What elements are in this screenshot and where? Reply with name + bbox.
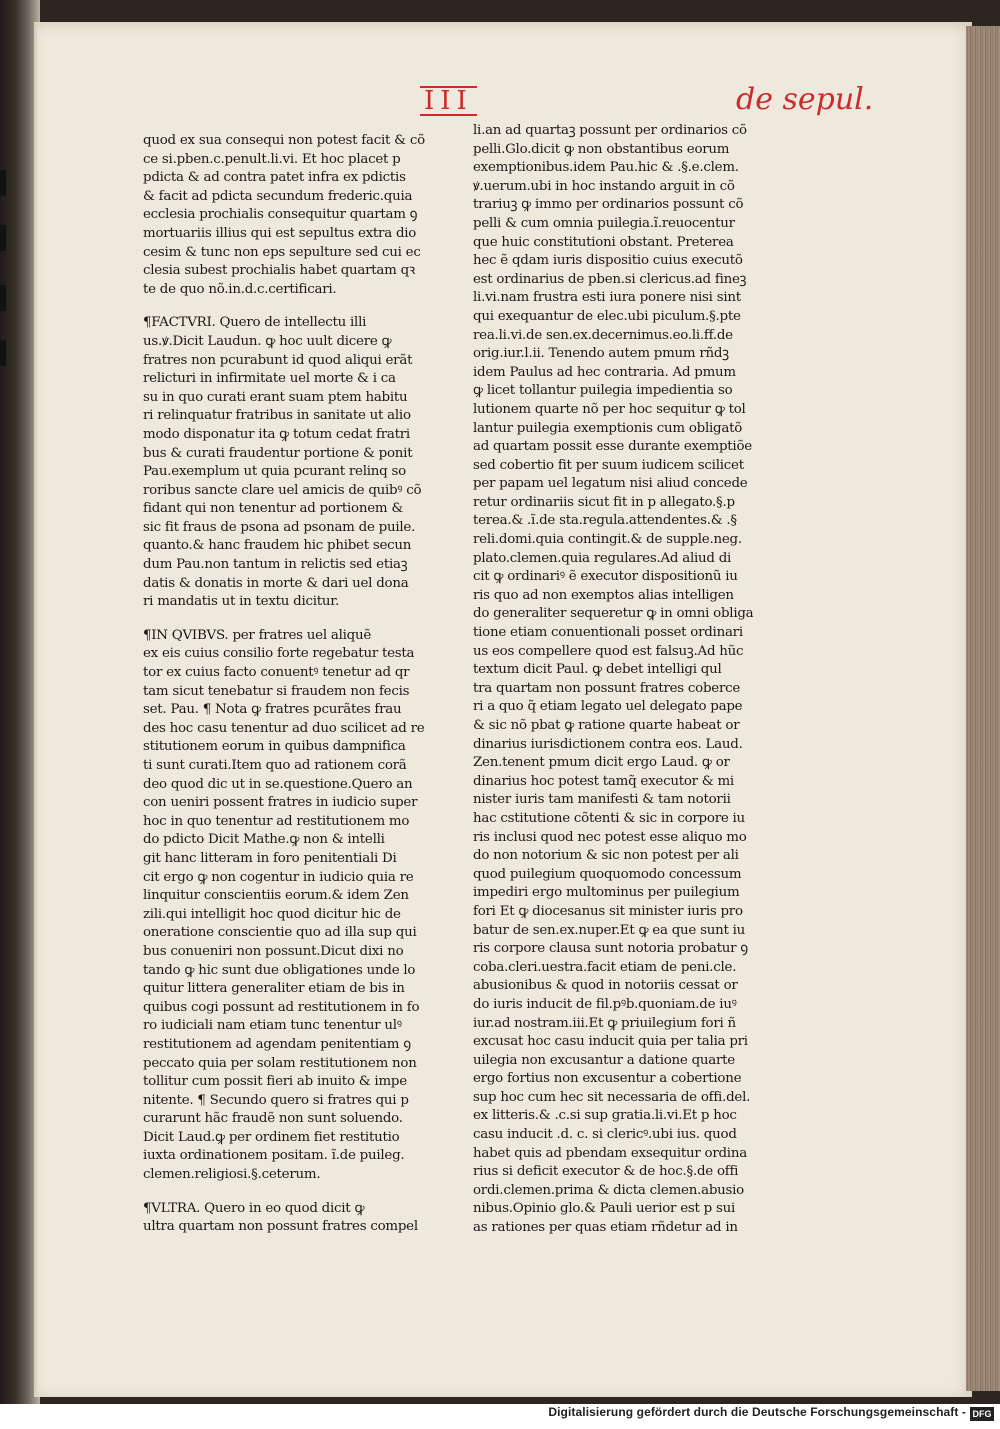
text-line: ultra quartam non possunt fratres compel [143, 1219, 418, 1235]
text-line: ro iudiciali nam etiam tunc tenentur ulꝰ [143, 1018, 402, 1034]
paragraph [143, 314, 425, 612]
text-line: ordi.clemen.prima & dicta clemen.abusio [473, 1182, 744, 1198]
text-line: hac cstitutione cõtenti & sic in corpore iu [473, 810, 745, 826]
text-line: hoc in quo tenentur ad restitutionem mo [143, 813, 410, 829]
text-line: ¶IN QVIBVS. per fratres uel aliquẽ [143, 627, 372, 643]
text-line: bus conueniri non possunt.Dicut dixi no [143, 943, 404, 959]
text-line: dum Pau.non tantum in relictis sed etiaꝫ [143, 557, 408, 573]
text-line: terea.& .ĩ.de sta.regula.attendentes.& .§ [473, 513, 737, 529]
left-text-column [143, 132, 425, 1252]
text-line: tam sicut tenebatur si fraudem non fecis [143, 683, 410, 699]
text-line: & facit ad pdicta secundum frederic.quia [143, 188, 413, 204]
text-line: do iuris inducit de fil.pꝰb.quoniam.de iuꝰ [473, 996, 737, 1012]
text-line: li.vi.nam frustra esti iura ponere nisi sint [473, 290, 741, 306]
text-line: trariuꝫ ꝙ immo per ordinarios possunt cõ [473, 197, 744, 213]
text-line: textum dicit Paul. ꝙ debet intelligi qul [473, 662, 722, 678]
text-line: & sic nõ pbat ꝙ ratione quarte habeat or [473, 718, 740, 733]
text-line: orig.iur.l.ii. Tenendo autem pmum rñdꝫ [473, 346, 729, 362]
text-line: tando ꝙ hic sunt due obligationes unde lo [143, 962, 416, 978]
text-line: Zen.tenent pmum dicit ergo Laud. ꝙ or [473, 755, 730, 771]
text-line: pelli.Glo.dicit ꝙ non obstantibus eorum [473, 141, 730, 157]
text-line: clesia subest prochialis habet quartam qꝛ [143, 263, 416, 279]
text-line: datis & donatis in morte & dari uel dona [143, 575, 409, 591]
paragraph [143, 132, 425, 299]
text-line: ri a quo q̃ etiam legato uel delegato pape [473, 699, 743, 715]
text-line: deo quod dic ut in se.questione.Quero an [143, 776, 413, 792]
text-line: ecclesia prochialis consequitur quartam ꝯ [143, 207, 418, 223]
text-line: do non notorium & sic non potest per ali [473, 848, 739, 864]
text-line: lantur puilegia exemptionis cum obligatõ [473, 420, 743, 436]
text-line: cit ꝙ ordinariꝰ ẽ executor dispositionũ iu [473, 569, 738, 585]
text-line: Pau.exemplum ut quia pcurant relinq so [143, 464, 406, 480]
spine-mark [0, 225, 6, 251]
text-line: ergo fortius non excusentur a cobertione [473, 1071, 742, 1087]
text-line: batur de sen.ex.nuper.Et ꝙ ea que sunt iu [473, 922, 745, 938]
running-head-rubric: de sepul. [736, 82, 874, 117]
text-line: do pdicto Dicit Mathe.ꝙ non & intelli [143, 832, 385, 848]
text-line: quitur littera generaliter etiam de bis in [143, 981, 405, 997]
text-line: iur.ad nostram.iii.Et ꝙ priuilegium fori ñ [473, 1015, 736, 1031]
text-line: rea.li.vi.de sen.ex.decernimus.eo.li.ff.de [473, 327, 733, 343]
text-line: git hanc litteram in foro penitentiali Di [143, 850, 397, 866]
paragraph [143, 627, 425, 1185]
text-line: ri relinquatur fratribus in sanitate ut alio [143, 408, 411, 424]
text-line: ce si.pben.c.penult.li.vi. Et hoc placet p [143, 151, 401, 167]
text-line: fratres non pcurabunt id quod aliqui erãt [143, 352, 413, 368]
text-line: te de quo nõ.in.d.c.certificari. [143, 281, 337, 297]
text-line: restitutionem ad agendam penitentiam ꝯ [143, 1036, 411, 1052]
text-line: dinarius hoc potest tamq̃ executor & mi [473, 773, 734, 789]
text-line: su in quo curati erant suam ptem habitu [143, 389, 408, 405]
text-line: tor ex cuius facto conuentꝰ tenetur ad qr [143, 665, 410, 681]
text-line: Dicit Laud.ꝙ per ordinem fiet restitutio [143, 1129, 400, 1145]
text-line: ri mandatis ut in textu dicitur. [143, 594, 339, 610]
text-line: exemptionibus.idem Pau.hic & .§.e.clem. [473, 160, 739, 176]
paragraph [143, 1200, 425, 1237]
text-line: sed cobertio fit per suum iudicem scilicet [473, 457, 744, 473]
spine-mark [0, 285, 6, 311]
text-line: peccato quia per solam restitutionem non [143, 1055, 417, 1071]
text-line: stitutionem eorum in quibus dampnifica [143, 739, 406, 755]
text-line: linquitur conscientiis eorum.& idem Zen [143, 888, 409, 904]
text-line: qui exequantur de elec.ubi piculum.§.pte [473, 308, 741, 324]
text-line: sup hoc cum hec sit necessaria de offi.del. [473, 1089, 751, 1105]
text-line: dinarius iurisdictionem contra eos. Laud. [473, 736, 743, 752]
text-line: set. Pau. ¶ Nota ꝙ fratres pcurãtes frau [143, 702, 402, 718]
text-line: relicturi in infirmitate uel morte & i ca [143, 371, 396, 387]
text-line: excusat hoc casu inducit quia per talia pri [473, 1034, 748, 1050]
text-line: fori Et ꝙ diocesanus sit minister iuris pro [473, 903, 743, 919]
text-line: us eos compellere quod est falsuꝫ.Ad hũc [473, 643, 744, 659]
text-line: mortuariis illius qui est sepultus extra dio [143, 225, 417, 241]
text-line: ex litteris.& .c.si sup gratia.li.vi.Et p hoc [473, 1108, 737, 1124]
text-line: habet quis ad pbendam exsequitur ordina [473, 1145, 747, 1161]
text-line: ¶FACTVRI. Quero de intellectu illi [143, 315, 367, 331]
text-line: quod puilegium quoquomodo concessum [473, 866, 742, 882]
text-line: lutionem quarte nõ per hoc sequitur ꝙ tol [473, 401, 746, 417]
text-line: do generaliter sequeretur ꝙ in omni obliga [473, 606, 754, 622]
text-line: nitente. ¶ Secundo quero si fratres qui p [143, 1092, 409, 1108]
text-line: reli.domi.quia contingit.& de supple.neg. [473, 532, 742, 548]
text-line: con ueniri possent fratres in iudicio super [143, 795, 418, 811]
text-line: ad quartam possit esse durante exemptiõe [473, 439, 752, 455]
text-line: ti sunt curati.Item quo ad rationem corã [143, 758, 407, 773]
text-line: pdicta & ad contra patet infra ex pdictis [143, 170, 406, 186]
text-line: per papam uel legatum nisi aliud concede [473, 476, 748, 492]
text-line: as rationes per quas etiam rñdetur ad in [473, 1220, 738, 1236]
digitization-credit: Digitalisierung gefördert durch die Deutsche Forschungsgemeinschaft - [548, 1405, 966, 1419]
text-line: impediri ergo multominus per puilegium [473, 885, 740, 901]
text-line: idem Paulus ad hec contraria. Ad pmum [473, 364, 736, 380]
folio-number: III [420, 86, 477, 116]
text-line: quanto.& hanc fraudem hic phibet secun [143, 538, 412, 554]
text-line: coba.cleri.uestra.facit etiam de peni.cle. [473, 959, 737, 975]
text-line: clemen.religiosi.§.ceterum. [143, 1167, 321, 1183]
text-line: ris inclusi quod nec potest esse aliquo mo [473, 829, 747, 845]
text-line: us.ꝟ.Dicit Laudun. ꝙ hoc uult dicere ꝙ [143, 333, 392, 349]
text-line: est ordinarius de pben.si clericus.ad fineꝫ [473, 271, 747, 287]
text-line: fidant qui non tenentur ad portionem & [143, 501, 403, 517]
text-line: iuxta ordinationem positam. ĩ.de puileg. [143, 1148, 405, 1164]
text-line: sic fit fraus de psona ad psonam de puile. [143, 519, 416, 535]
text-line: li.an ad quartaꝫ possunt per ordinarios cõ [473, 123, 747, 138]
text-line: nibus.Opinio glo.& Pauli uerior est p sui [473, 1201, 735, 1217]
text-line: quod ex sua consequi non potest facit & cõ [143, 133, 425, 148]
text-line: que huic constitutioni obstant. Preterea [473, 234, 734, 250]
page-stack-edge [966, 26, 1000, 1391]
spine-mark [0, 340, 6, 366]
text-line: tra quartam non possunt fratres coberce [473, 680, 741, 696]
text-line: tione etiam conuentionali posset ordinari [473, 625, 743, 641]
text-line: ꝙ licet tollantur puilegia impedientia so [473, 383, 733, 399]
text-line: ris corpore clausa sunt notoria probatur ꝯ [473, 941, 748, 957]
text-line: ꝟ.uerum.ubi in hoc instando arguit in cõ [473, 178, 735, 194]
text-line: nister iuris tam manifesti & tam notorii [473, 792, 731, 808]
text-line: abusionibus & quod in notoriis cessat or [473, 978, 738, 994]
text-line: cit ergo ꝙ non cogentur in iudicio quia re [143, 869, 414, 885]
text-line: plato.clemen.quia regulares.Ad aliud di [473, 550, 732, 566]
text-line: casu inducit .d. c. si clericꝰ.ubi ius. quod [473, 1127, 737, 1143]
text-line: curarunt hãc fraudẽ non sunt soluendo. [143, 1111, 403, 1127]
text-line: pelli & cum omnia puilegia.ĩ.reuocentur [473, 215, 735, 231]
text-line: hec ẽ qdam iuris dispositio cuius executõ [473, 253, 743, 269]
text-line: roribus sancte clare uel amicis de quibꝰ cõ [143, 482, 422, 498]
text-line: zili.qui intelligit hoc quod dicitur hic de [143, 906, 401, 922]
text-line: quibus cogi possunt ad restitutionem in fo [143, 999, 420, 1015]
text-line: cesim & tunc non eps sepulture sed cui ec [143, 244, 421, 260]
text-line: ex eis cuius consilio forte regebatur testa [143, 646, 415, 662]
dfg-logo: DFG [970, 1407, 994, 1421]
text-line: rius si deficit executor & de hoc.§.de offi [473, 1164, 739, 1180]
text-line: ¶VLTRA. Quero in eo quod dicit ꝙ [143, 1200, 365, 1216]
text-line: retur ordinariis sicut fit in p allegato.§.p [473, 494, 735, 510]
spine-mark [0, 170, 6, 196]
text-line: tollitur cum possit fieri ab inuito & impe [143, 1074, 407, 1090]
text-line: oneratione conscientie quo ad illa sup qui [143, 925, 417, 941]
text-line: ris quo ad non exemptos alias intelligen [473, 587, 734, 603]
text-line: modo disponatur ita ꝙ totum cedat fratri [143, 426, 410, 442]
text-line: bus & curati fraudentur portione & ponit [143, 445, 413, 461]
text-line: des hoc casu tenentur ad duo scilicet ad re [143, 720, 425, 736]
right-text-column [473, 122, 765, 1238]
text-line: uilegia non excusantur a datione quarte [473, 1052, 735, 1068]
